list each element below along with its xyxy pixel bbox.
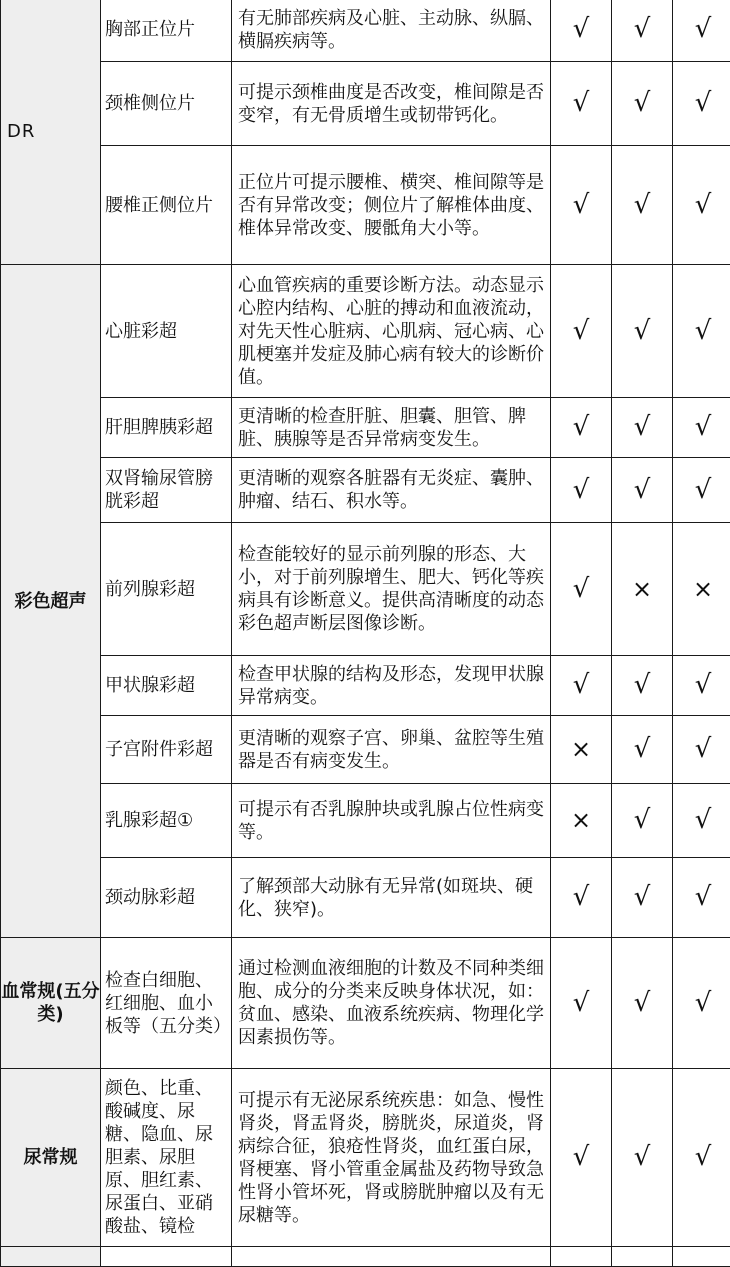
check-icon: √ — [551, 656, 612, 716]
description-cell: 检查甲状腺的结构及形态，发现甲状腺异常病变。 — [232, 656, 551, 716]
check-icon: √ — [612, 0, 673, 62]
item-cell: 颈动脉彩超 — [101, 858, 232, 938]
check-icon: √ — [673, 398, 730, 458]
item-cell: 胸部正位片 — [101, 0, 232, 62]
check-icon: √ — [673, 716, 730, 784]
item-cell: 前列腺彩超 — [101, 523, 232, 656]
category-cell: 尿常规 — [1, 1069, 101, 1247]
cross-icon: × — [551, 716, 612, 784]
description-cell: 了解颈部大动脉有无异常(如斑块、硬化、狭窄)。 — [232, 858, 551, 938]
item-cell: 子宫附件彩超 — [101, 716, 232, 784]
item-cell: 乳腺彩超① — [101, 784, 232, 858]
check-icon: √ — [673, 1069, 730, 1247]
check-icon: √ — [612, 398, 673, 458]
item-cell: 双肾输尿管膀胱彩超 — [101, 458, 232, 523]
description-cell: 更清晰的观察各脏器有无炎症、囊肿、肿瘤、结石、积水等。 — [232, 458, 551, 523]
table-row — [1, 62, 730, 146]
item-cell: 肝胆脾胰彩超 — [101, 398, 232, 458]
check-icon: √ — [551, 0, 612, 62]
check-icon: √ — [551, 1069, 612, 1247]
check-icon: √ — [612, 458, 673, 523]
item-cell: 颈椎侧位片 — [101, 62, 232, 146]
item-cell: 腰椎正侧位片 — [101, 146, 232, 265]
description-cell: 更清晰的检查肝脏、胆囊、胆管、脾脏、胰腺等是否异常病变发生。 — [232, 398, 551, 458]
check-icon: √ — [612, 938, 673, 1069]
check-icon: √ — [673, 656, 730, 716]
check-icon: √ — [551, 523, 612, 656]
description-cell: 可提示有无泌尿系统疾患：如急、慢性肾炎，肾盂肾炎，膀胱炎，尿道炎，肾病综合征，狼疮性肾炎，血红蛋白尿，肾梗塞、肾小管重金属盐及药物导致急性肾小管坏死，肾或膀胱肿瘤以及有无尿糖等。 — [232, 1069, 551, 1247]
check-icon: √ — [612, 858, 673, 938]
category-cell: 血常规(五分类) — [1, 938, 101, 1069]
item-cell: 检查白细胞、红细胞、血小板等（五分类） — [101, 938, 232, 1069]
description-cell: 心血管疾病的重要诊断方法。动态显示心腔内结构、心脏的搏动和血液流动，对先天性心脏病、心肌病、冠心病、心肌梗塞并发症及肺心病有较大的诊断价值。 — [232, 265, 551, 398]
description-cell: 正位片可提示腰椎、横突、椎间隙等是否有异常改变；侧位片了解椎体曲度、椎体异常改变、腰骶角大小等。 — [232, 146, 551, 265]
category-cell: DR — [1, 0, 101, 265]
table-row — [1, 146, 730, 265]
item-cell: 心脏彩超 — [101, 265, 232, 398]
check-icon: √ — [673, 265, 730, 398]
check-icon: √ — [612, 146, 673, 265]
table-row — [1, 656, 730, 716]
table-row — [1, 938, 730, 1069]
check-icon: √ — [551, 398, 612, 458]
check-icon: √ — [551, 265, 612, 398]
description-cell: 通过检测血液细胞的计数及不同种类细胞、成分的分类来反映身体状况，如：贫血、感染、血液系统疾病、物理化学因素损伤等。 — [232, 938, 551, 1069]
check-icon: √ — [551, 938, 612, 1069]
table-row — [1, 784, 730, 858]
table-row — [1, 523, 730, 656]
item-cell: 颜色、比重、酸碱度、尿糖、隐血、尿胆素、尿胆原、胆红素、尿蛋白、亚硝酸盐、镜检 — [101, 1069, 232, 1247]
check-icon: √ — [612, 716, 673, 784]
category-cell: 彩色超声 — [1, 265, 101, 938]
cross-icon: × — [673, 523, 730, 656]
check-icon: √ — [612, 656, 673, 716]
description-cell: 可提示有否乳腺肿块或乳腺占位性病变等。 — [232, 784, 551, 858]
check-icon: √ — [673, 146, 730, 265]
check-icon: √ — [673, 858, 730, 938]
check-icon: √ — [612, 784, 673, 858]
check-icon: √ — [612, 265, 673, 398]
table-row — [1, 716, 730, 784]
table-row — [1, 265, 730, 398]
description-cell: 有无肺部疾病及心脏、主动脉、纵膈、横膈疾病等。 — [232, 0, 551, 62]
check-icon: √ — [673, 0, 730, 62]
table-row — [1, 1069, 730, 1247]
table-row — [1, 458, 730, 523]
check-icon: √ — [612, 1069, 673, 1247]
description-cell: 可提示颈椎曲度是否改变，椎间隙是否变窄，有无骨质增生或韧带钙化。 — [232, 62, 551, 146]
check-icon: √ — [673, 458, 730, 523]
check-icon: √ — [673, 62, 730, 146]
cross-icon: × — [551, 784, 612, 858]
table-row — [1, 0, 730, 62]
check-icon: √ — [551, 62, 612, 146]
item-cell: 甲状腺彩超 — [101, 656, 232, 716]
description-cell: 更清晰的观察子宫、卵巢、盆腔等生殖器是否有病变发生。 — [232, 716, 551, 784]
check-icon: √ — [612, 62, 673, 146]
check-icon: √ — [673, 784, 730, 858]
description-cell: 检查能较好的显示前列腺的形态、大小，对于前列腺增生、肥大、钙化等疾病具有诊断意义。提供高清晰度的动态彩色超声断层图像诊断。 — [232, 523, 551, 656]
check-icon: √ — [551, 858, 612, 938]
table-row — [1, 398, 730, 458]
check-icon: √ — [551, 458, 612, 523]
table-row — [1, 858, 730, 938]
cross-icon: × — [612, 523, 673, 656]
check-icon: √ — [551, 146, 612, 265]
check-icon: √ — [673, 938, 730, 1069]
